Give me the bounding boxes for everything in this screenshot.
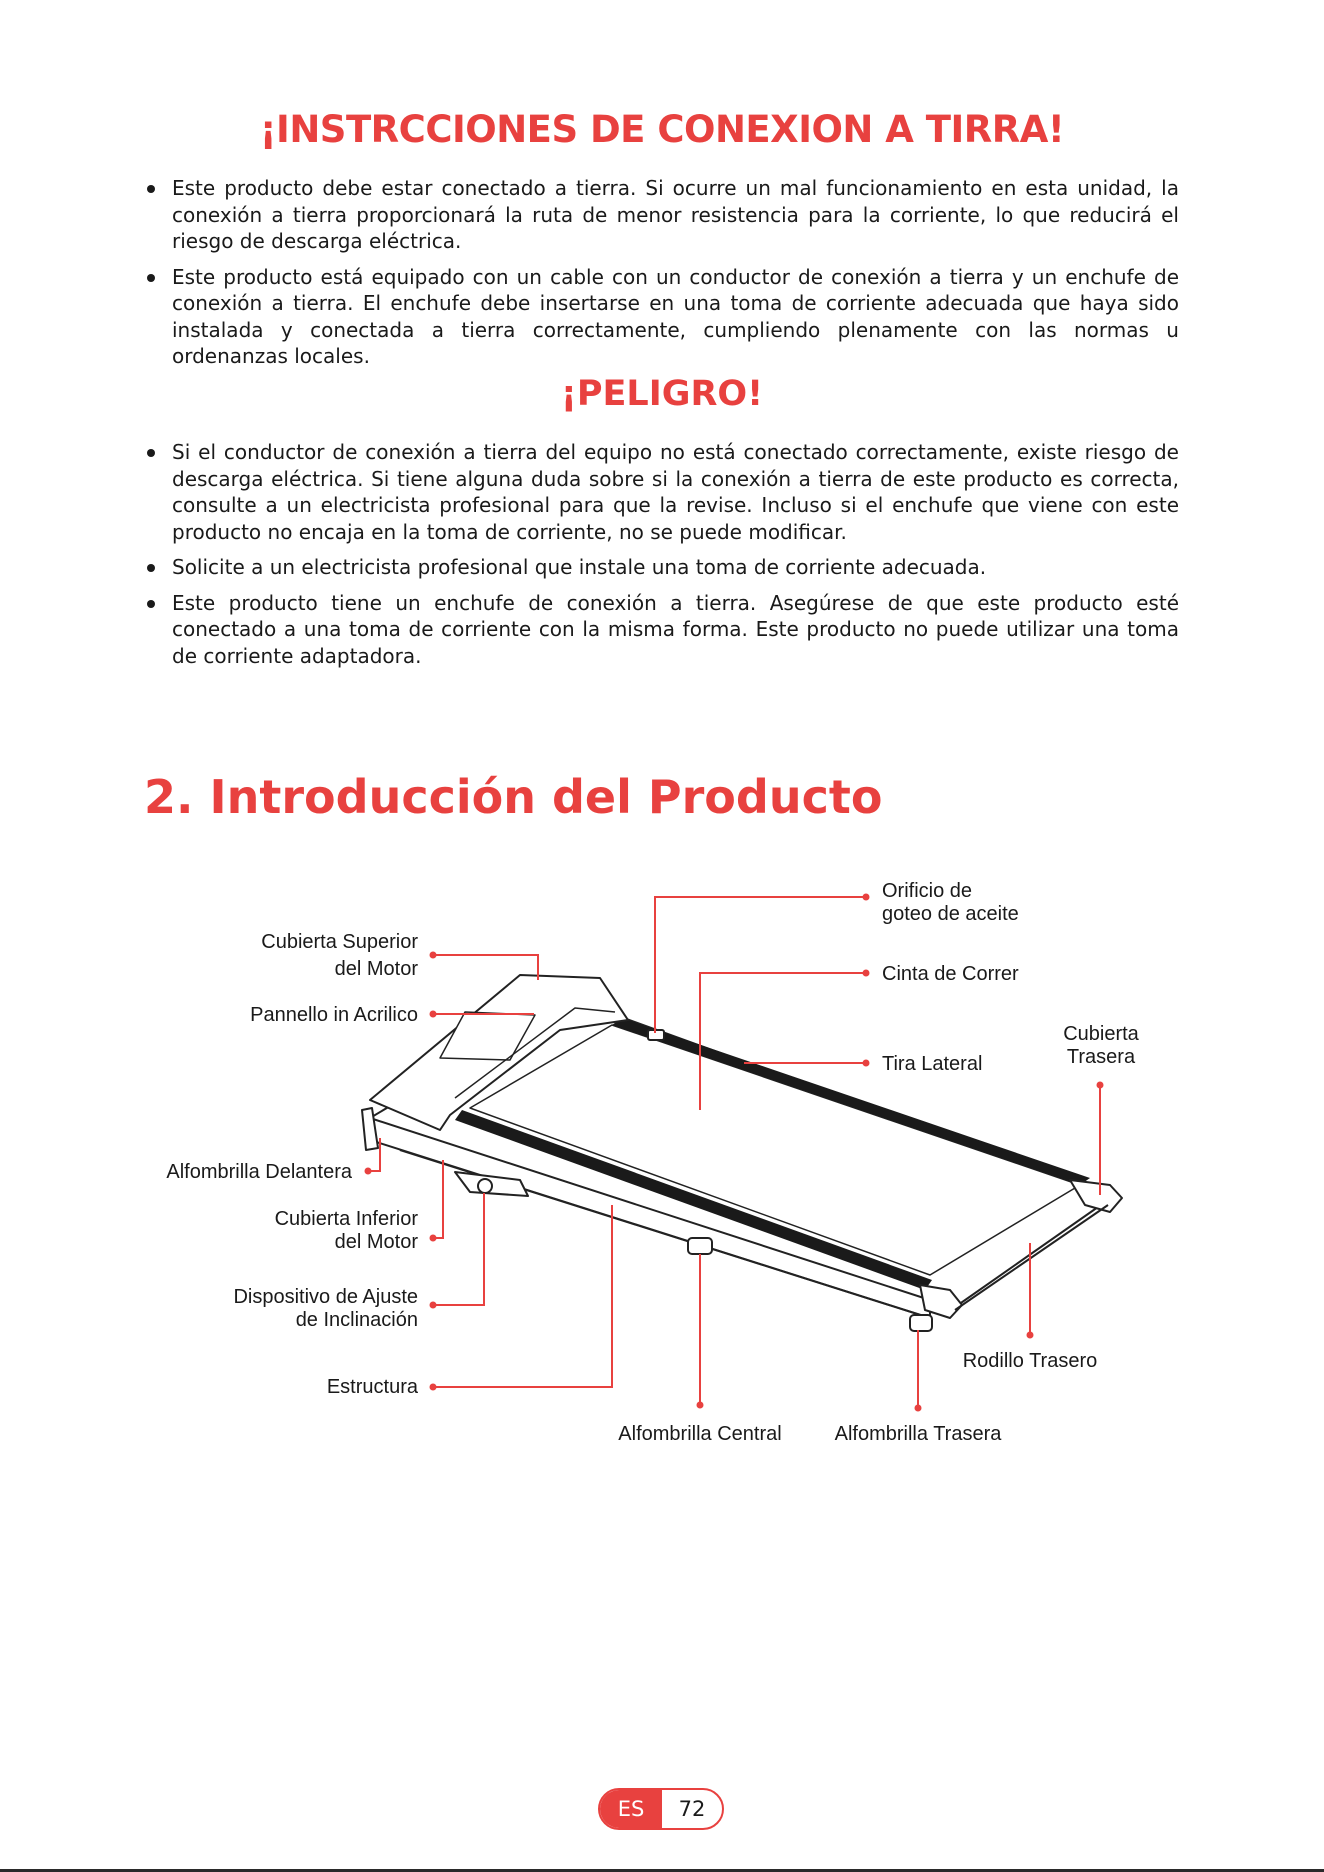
page-number: 72: [678, 1797, 706, 1821]
label-side-strip: Tira Lateral: [882, 1053, 983, 1075]
label-lower-motor-cover-2: del Motor: [334, 1231, 418, 1253]
danger-list: [144, 439, 1179, 678]
section-title: 2. Introducción del Producto: [144, 770, 883, 824]
label-incline-device-1: Dispositivo de Ajuste: [233, 1286, 418, 1308]
label-oil-hole-1: Orificio de: [882, 880, 973, 902]
list-item: Solicite a un electricista profesional que instale una toma de corriente adecuada.: [144, 554, 1179, 581]
label-front-mat: Alfombrilla Delantera: [166, 1161, 352, 1183]
treadmill-diagram: [0, 860, 1324, 1460]
list-item: Este producto tiene un enchufe de conexión a tierra. Asegúrese de que este producto esté conectado a una toma de corriente con la misma forma. Este producto no puede utilizar una toma de corriente adaptadora.: [144, 590, 1179, 670]
list-item: Este producto está equipado con un cable con un conductor de conexión a tierra y un enchufe de conexión a tierra. El enchufe debe insertarse en una toma de corriente adecuada que haya sido instalada y conectada a tierra correctamente, cumpliendo plenamente con las normas u ordenanzas locales.: [144, 264, 1179, 370]
danger-title: ¡PELIGRO!: [560, 374, 764, 414]
label-lower-motor-cover-1: Cubierta Inferior: [274, 1208, 418, 1230]
label-rear-mat: Alfombrilla Trasera: [834, 1423, 1002, 1445]
label-running-belt: Cinta de Correr: [882, 963, 1019, 985]
label-rear-roller: Rodillo Trasero: [962, 1350, 1098, 1372]
label-top-motor-cover-2: del Motor: [334, 958, 418, 980]
label-rear-cover-2: Trasera: [1066, 1046, 1136, 1068]
label-rear-cover-1: Cubierta: [1063, 1023, 1139, 1045]
list-item: Este producto debe estar conectado a tierra. Si ocurre un mal funcionamiento en esta unidad, la conexión a tierra proporcionará la ruta de menor resistencia para la corriente, lo que reducirá el riesgo de descarga eléctrica.: [144, 175, 1179, 255]
ground-instructions-title: ¡INSTRCCIONES DE CONEXION A TIRRA!: [259, 108, 1065, 151]
label-acrylic-panel: Pannello in Acrilico: [250, 1004, 418, 1026]
treadmill-illustration: [362, 975, 1122, 1331]
label-top-motor-cover-1: Cubierta Superior: [261, 931, 418, 953]
label-frame: Estructura: [326, 1376, 418, 1398]
list-item: Si el conductor de conexión a tierra del equipo no está conectado correctamente, existe riesgo de descarga eléctrica. Si tiene alguna duda sobre si la conexión a tierra de este producto es correcta, consulte a un electricista profesional para que la revise. Incluso si el enchufe que viene con este producto no encaja en la toma de corriente, no se puede modificar.: [144, 439, 1179, 545]
label-center-mat: Alfombrilla Central: [618, 1423, 782, 1445]
language-tag: ES: [600, 1790, 662, 1828]
label-incline-device-2: de Inclinación: [295, 1309, 418, 1331]
page-number-badge: [598, 1788, 724, 1830]
ground-instructions-list: [144, 175, 1179, 379]
label-oil-hole-2: goteo de aceite: [882, 903, 1019, 925]
